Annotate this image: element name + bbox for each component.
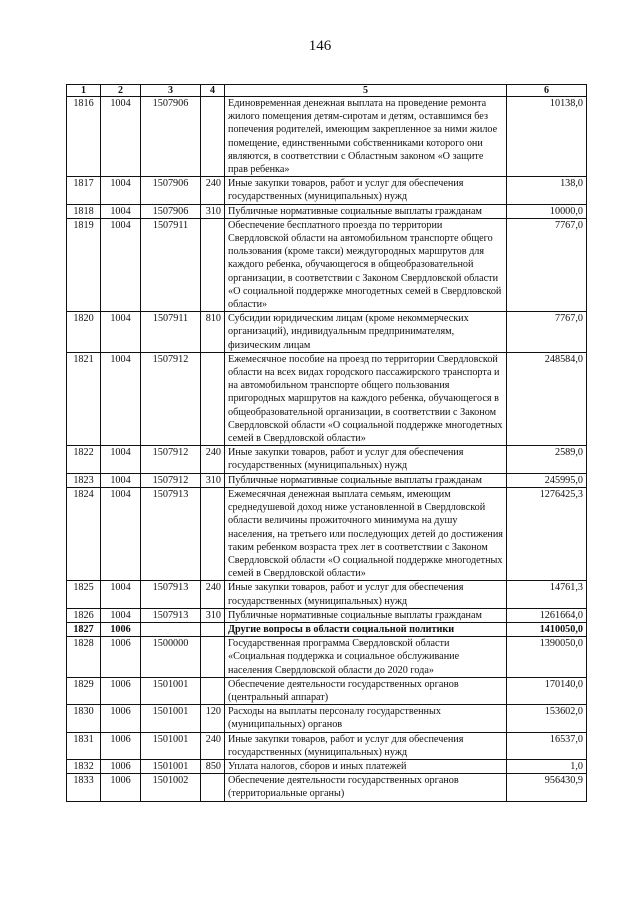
expense-type-code: 310 (201, 204, 225, 218)
table-header-row (67, 85, 587, 97)
item-name: Иные закупки товаров, работ и услуг для обеспечения государственных (муниципальных) нужд (225, 581, 507, 608)
table-row (67, 97, 587, 177)
section-code: 1004 (101, 608, 141, 622)
row-number: 1818 (67, 204, 101, 218)
header-col-5: 5 (225, 85, 507, 97)
section-code: 1006 (101, 705, 141, 732)
section-code: 1004 (101, 473, 141, 487)
item-name: Ежемесячное пособие на проезд по территории Свердловской области на всех видах городского пассажирского транспорта и на автомобильном транспорте общего пользования пригородных маршрутов на каждого ребенка, обучающегося в общеобразовательной организации, в соответствии с Законом Свердловской области «О социальной поддержке многодетных семей в Свердловской области» (225, 352, 507, 445)
section-code: 1004 (101, 97, 141, 177)
budget-table (66, 84, 587, 802)
expense-type-code (201, 487, 225, 580)
row-number: 1828 (67, 637, 101, 678)
table-row (67, 637, 587, 678)
item-name: Уплата налогов, сборов и иных платежей (225, 759, 507, 773)
table-row (67, 622, 587, 636)
section-code: 1006 (101, 774, 141, 801)
table-row (67, 218, 587, 311)
target-article-code (141, 622, 201, 636)
table-row (67, 473, 587, 487)
expense-type-code: 810 (201, 312, 225, 353)
item-name: Ежемесячная денежная выплата семьям, имеющим среднедушевой доход ниже установленной в Свердловской области величины прожиточного минимума на душу населения, на третьего или последующих детей до достижения таким ребенком возраста трех лет в соответствии с Законом Свердловской области «О социальной поддержке многодетных семей в Свердловской области» (225, 487, 507, 580)
item-name: Расходы на выплаты персоналу государственных (муниципальных) органов (225, 705, 507, 732)
amount: 7767,0 (507, 312, 587, 353)
item-name: Государственная программа Свердловской области «Социальная поддержка и социальное обслуживание населения Свердловской области до 2020 года» (225, 637, 507, 678)
table-row (67, 677, 587, 704)
row-number: 1830 (67, 705, 101, 732)
row-number: 1816 (67, 97, 101, 177)
header-col-2: 2 (101, 85, 141, 97)
table-body (67, 97, 587, 802)
expense-type-code (201, 97, 225, 177)
row-number: 1832 (67, 759, 101, 773)
item-name: Обеспечение бесплатного проезда по территории Свердловской области на автомобильном транспорте общего пользования (кроме такси) междугородных маршрутов для каждого ребенка, обучающегося в общеобразовательной организации, в соответствии с Законом Свердловской области «О социальной поддержке многодетных семей в Свердловской области» (225, 218, 507, 311)
row-number: 1820 (67, 312, 101, 353)
target-article-code: 1507912 (141, 446, 201, 473)
section-code: 1004 (101, 352, 141, 445)
section-code: 1006 (101, 677, 141, 704)
expense-type-code (201, 352, 225, 445)
item-name: Иные закупки товаров, работ и услуг для обеспечения государственных (муниципальных) нужд (225, 732, 507, 759)
expense-type-code (201, 218, 225, 311)
section-code: 1004 (101, 177, 141, 204)
target-article-code: 1501001 (141, 677, 201, 704)
target-article-code: 1500000 (141, 637, 201, 678)
row-number: 1826 (67, 608, 101, 622)
amount: 10000,0 (507, 204, 587, 218)
amount: 248584,0 (507, 352, 587, 445)
row-number: 1831 (67, 732, 101, 759)
row-number: 1829 (67, 677, 101, 704)
amount: 16537,0 (507, 732, 587, 759)
item-name: Другие вопросы в области социальной политики (225, 622, 507, 636)
amount: 10138,0 (507, 97, 587, 177)
section-code: 1004 (101, 446, 141, 473)
target-article-code: 1501001 (141, 732, 201, 759)
item-name: Публичные нормативные социальные выплаты гражданам (225, 473, 507, 487)
target-article-code: 1507906 (141, 177, 201, 204)
section-code: 1004 (101, 581, 141, 608)
table-row (67, 312, 587, 353)
expense-type-code (201, 622, 225, 636)
page-number: 146 (308, 38, 332, 54)
header-col-3: 3 (141, 85, 201, 97)
item-name: Публичные нормативные социальные выплаты гражданам (225, 204, 507, 218)
header-col-1: 1 (67, 85, 101, 97)
expense-type-code: 240 (201, 177, 225, 204)
amount: 1276425,3 (507, 487, 587, 580)
expense-type-code: 240 (201, 446, 225, 473)
table-row (67, 446, 587, 473)
expense-type-code: 850 (201, 759, 225, 773)
item-name: Единовременная денежная выплата на проведение ремонта жилого помещения детям-сиротам и детям, оставшимся без попечения родителей, имеющим закрепленное за ними жилое помещение, единственными собственниками которого они являются, в соответствии с Областным законом «О защите прав ребенка» (225, 97, 507, 177)
item-name: Публичные нормативные социальные выплаты гражданам (225, 608, 507, 622)
target-article-code: 1507913 (141, 608, 201, 622)
table-row (67, 581, 587, 608)
header-col-6: 6 (507, 85, 587, 97)
amount: 1261664,0 (507, 608, 587, 622)
expense-type-code: 310 (201, 473, 225, 487)
amount: 1390050,0 (507, 637, 587, 678)
expense-type-code: 240 (201, 581, 225, 608)
expense-type-code: 240 (201, 732, 225, 759)
row-number: 1821 (67, 352, 101, 445)
target-article-code: 1507913 (141, 581, 201, 608)
row-number: 1819 (67, 218, 101, 311)
target-article-code: 1507913 (141, 487, 201, 580)
section-code: 1004 (101, 487, 141, 580)
row-number: 1833 (67, 774, 101, 801)
item-name: Субсидии юридическим лицам (кроме некоммерческих организаций), индивидуальным предпринимателям, физическим лицам (225, 312, 507, 353)
section-code: 1004 (101, 312, 141, 353)
target-article-code: 1507912 (141, 473, 201, 487)
table-row (67, 177, 587, 204)
table-row (67, 487, 587, 580)
table-row (67, 732, 587, 759)
expense-type-code (201, 677, 225, 704)
section-code: 1004 (101, 204, 141, 218)
target-article-code: 1507912 (141, 352, 201, 445)
table-row (67, 352, 587, 445)
amount: 1,0 (507, 759, 587, 773)
amount: 7767,0 (507, 218, 587, 311)
item-name: Иные закупки товаров, работ и услуг для обеспечения государственных (муниципальных) нужд (225, 446, 507, 473)
table-row (67, 759, 587, 773)
target-article-code: 1507906 (141, 204, 201, 218)
item-name: Обеспечение деятельности государственных органов (центральный аппарат) (225, 677, 507, 704)
target-article-code: 1501001 (141, 759, 201, 773)
amount: 14761,3 (507, 581, 587, 608)
section-code: 1006 (101, 732, 141, 759)
target-article-code: 1507911 (141, 312, 201, 353)
table-row (67, 774, 587, 801)
amount: 153602,0 (507, 705, 587, 732)
expense-type-code (201, 637, 225, 678)
section-code: 1006 (101, 759, 141, 773)
row-number: 1822 (67, 446, 101, 473)
header-col-4: 4 (201, 85, 225, 97)
table-row (67, 608, 587, 622)
section-code: 1004 (101, 218, 141, 311)
row-number: 1824 (67, 487, 101, 580)
section-code: 1006 (101, 622, 141, 636)
table-row (67, 705, 587, 732)
amount: 138,0 (507, 177, 587, 204)
amount: 2589,0 (507, 446, 587, 473)
amount: 956430,9 (507, 774, 587, 801)
target-article-code: 1507906 (141, 97, 201, 177)
expense-type-code (201, 774, 225, 801)
target-article-code: 1501001 (141, 705, 201, 732)
table-row (67, 204, 587, 218)
amount: 245995,0 (507, 473, 587, 487)
row-number: 1827 (67, 622, 101, 636)
target-article-code: 1507911 (141, 218, 201, 311)
item-name: Обеспечение деятельности государственных органов (территориальные органы) (225, 774, 507, 801)
target-article-code: 1501002 (141, 774, 201, 801)
amount: 170140,0 (507, 677, 587, 704)
row-number: 1825 (67, 581, 101, 608)
section-code: 1006 (101, 637, 141, 678)
expense-type-code: 120 (201, 705, 225, 732)
expense-type-code: 310 (201, 608, 225, 622)
amount: 1410050,0 (507, 622, 587, 636)
row-number: 1823 (67, 473, 101, 487)
item-name: Иные закупки товаров, работ и услуг для обеспечения государственных (муниципальных) нужд (225, 177, 507, 204)
row-number: 1817 (67, 177, 101, 204)
